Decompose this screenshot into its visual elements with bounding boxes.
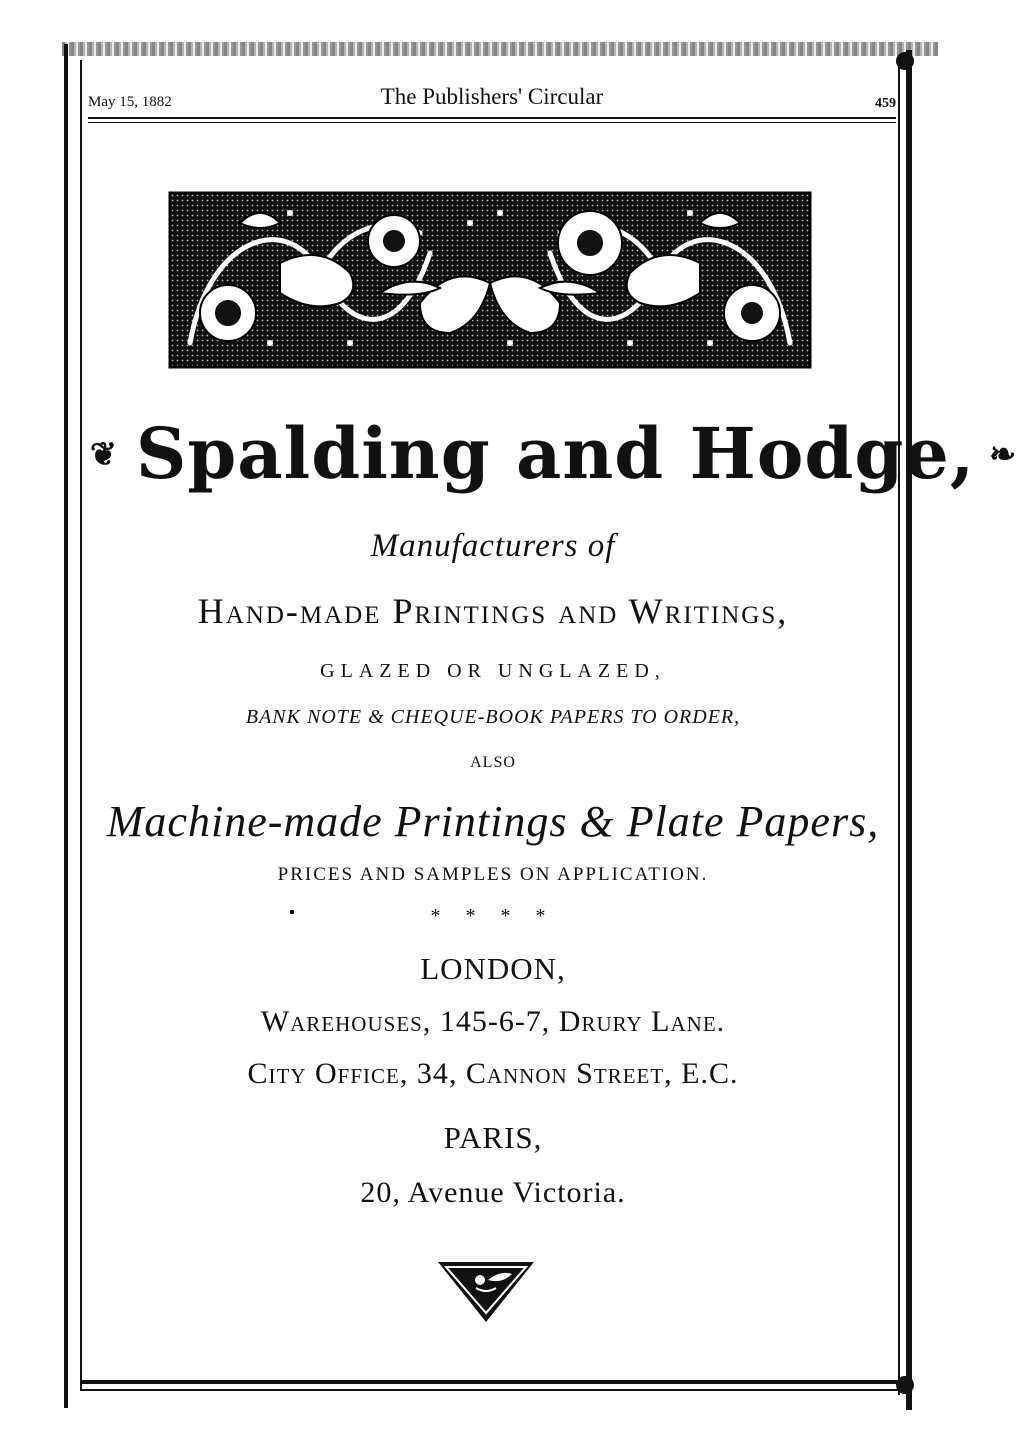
finish-line: GLAZED OR UNGLAZED, [320, 660, 666, 682]
header-rule [88, 122, 896, 123]
header-rule [88, 117, 896, 119]
running-header [88, 84, 896, 114]
fleuron-icon: ❧ [989, 435, 1017, 473]
page-frame-left [64, 44, 68, 1408]
firm-name: Spalding and Hodge, [135, 412, 976, 495]
page-frame-top [62, 42, 938, 56]
ornamental-banner-icon [170, 193, 810, 367]
frame-corner-ornament [896, 52, 914, 70]
page-number: 459 [875, 96, 896, 111]
london-heading: LONDON, [420, 951, 566, 986]
prices-line: PRICES AND SAMPLES ON APPLICATION. [277, 864, 709, 885]
page-frame-bottom-inner [80, 1389, 906, 1391]
header-date: May 15, 1882 [88, 94, 172, 110]
machine-made-products: Machine-made Printings & Plate Papers, [106, 797, 880, 846]
page-frame-bottom [80, 1380, 906, 1384]
paris-heading: PARIS, [443, 1120, 543, 1155]
frame-corner-ornament [896, 1376, 914, 1394]
firm-name-line [90, 412, 1017, 495]
header-title: The Publishers' Circular [380, 84, 604, 109]
tailpiece-icon [436, 1258, 536, 1324]
page-frame-left-inner [80, 60, 82, 1390]
asterism: * * * * [430, 905, 556, 927]
fleuron-icon: ❦ [90, 435, 118, 473]
manufacturers-line: Manufacturers of [370, 528, 616, 564]
page-frame-right [906, 50, 912, 1410]
warehouses-address: Warehouses, 145-6-7, Drury Lane. [260, 1005, 726, 1038]
print-speck [290, 910, 294, 914]
bank-note-line: BANK NOTE & CHEQUE-BOOK PAPERS TO ORDER, [245, 706, 741, 728]
city-office-address: City Office, 34, Cannon Street, E.C. [247, 1057, 739, 1090]
page-frame-right-inner [898, 60, 900, 1395]
also-line: ALSO [470, 754, 516, 771]
hand-made-products: Hand-made Printings and Writings, [197, 591, 789, 631]
paris-address: 20, Avenue Victoria. [360, 1176, 626, 1209]
